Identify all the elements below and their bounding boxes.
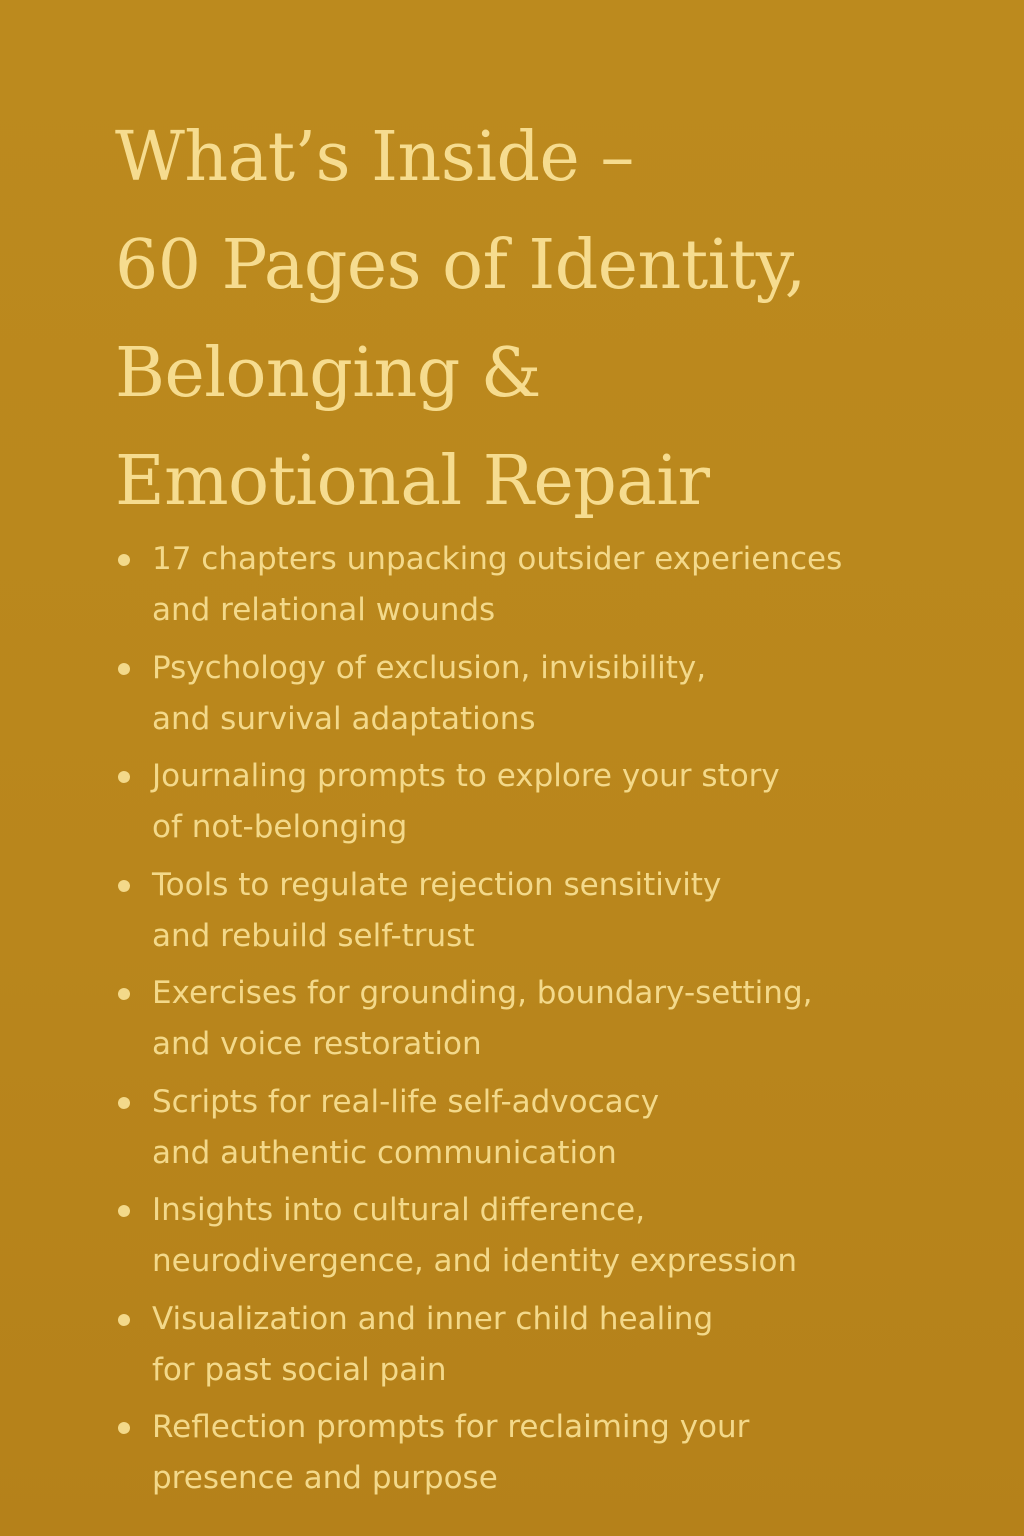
page-title — [115, 104, 995, 536]
list-item-line: Exercises for grounding, boundary-setting, — [152, 975, 813, 1011]
list-item — [115, 534, 975, 636]
list-item-line: for past social pain — [152, 1351, 447, 1388]
list-item — [115, 1077, 975, 1179]
list-item-line: and relational wounds — [152, 592, 496, 628]
list-item — [115, 751, 975, 853]
list-item-line: Journaling prompts to explore your story — [152, 758, 780, 794]
title-line-2: 60 Pages of Identity, — [115, 226, 806, 305]
list-item-line: Visualization and inner child healing — [152, 1300, 714, 1337]
list-item-line: and survival adaptations — [152, 700, 536, 737]
list-item — [115, 1185, 975, 1287]
bullet-dot-icon — [118, 1097, 130, 1109]
list-item — [115, 1402, 975, 1504]
bullet-dot-icon — [118, 1314, 130, 1326]
title-line-3: Belonging & — [115, 334, 541, 413]
list-item-line: and authentic communication — [152, 1134, 617, 1171]
title-line-4: Emotional Repair — [115, 442, 710, 521]
list-item-line: Reflection prompts for reclaiming your — [152, 1409, 750, 1445]
list-item — [115, 1294, 975, 1396]
list-item-line: Tools to regulate rejection sensitivity — [152, 866, 722, 903]
list-item-line: presence and purpose — [152, 1460, 498, 1496]
list-item-line: neurodivergence, and identity expression — [152, 1243, 798, 1279]
bullet-dot-icon — [118, 771, 130, 783]
title-line-1: What’s Inside – — [115, 118, 634, 197]
list-item-line: Insights into cultural difference, — [152, 1192, 646, 1228]
list-item-line: Scripts for real-life self-advocacy — [152, 1083, 660, 1120]
bullet-dot-icon — [118, 554, 130, 566]
list-item — [115, 643, 975, 745]
list-item — [115, 860, 975, 962]
contents-list — [115, 534, 975, 1511]
bullet-dot-icon — [118, 880, 130, 892]
list-item-line: and rebuild self-trust — [152, 917, 475, 954]
bullet-dot-icon — [118, 1422, 130, 1434]
list-item-line: of not-belonging — [152, 809, 408, 845]
list-item-line: Psychology of exclusion, invisibility, — [152, 649, 707, 686]
bullet-dot-icon — [118, 988, 130, 1000]
list-item-line: 17 chapters unpacking outsider experiences — [152, 541, 843, 577]
list-item-line: and voice restoration — [152, 1026, 482, 1062]
bullet-dot-icon — [118, 663, 130, 675]
list-item — [115, 968, 975, 1070]
bullet-dot-icon — [118, 1205, 130, 1217]
